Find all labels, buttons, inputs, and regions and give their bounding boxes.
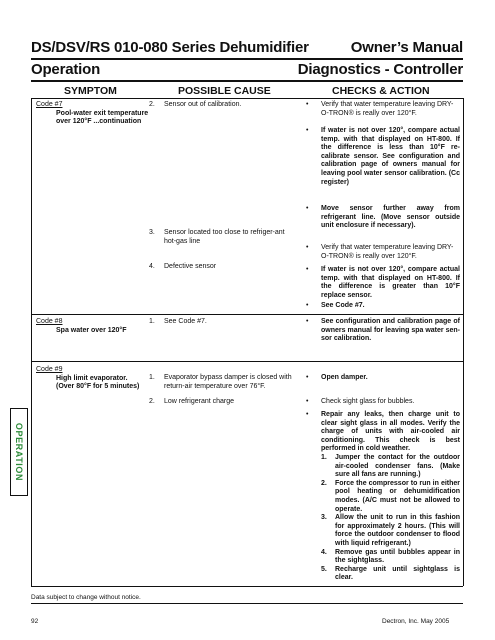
code9-symptom-line1: High limit evaporator.	[56, 374, 128, 382]
code7-symptom-line1: Pool-water exit temperature	[56, 109, 149, 117]
code9-action-2: • Check sight glass for bubbles.	[306, 398, 415, 405]
code9-symptom	[36, 366, 139, 392]
document-title: DS/DSV/RS 010-080 Series Dehumidifier	[31, 39, 309, 56]
code9-action-3: • Repair any leaks, then charge unit to clear sight glass in all modes. Verify the charge of units with air-cooled air conditioning. This check is best performed in cold weather. 1. Jumper the contact for the outdoor air-cooled condenser fans. (Make sure all fans are running.) 2. Force the compressor to run in either pool heating or dehumidification modes. (A/C must not be allowed to operate. 3. Allow the unit to run in this fashion for approximately 2 hours. (This will force the outdoor condenser to flood with liquid refrigerant.) 4. Remove gas until bubbles appear in the sightglass. 5. Recharge unit until sightglass is clear.	[306, 411, 460, 582]
publisher-date: Dectron, Inc. May 2005	[382, 618, 450, 625]
table-left-border	[31, 98, 32, 586]
code9-cause-2: 2. Low refrigerant charge	[149, 398, 235, 405]
table-bottom-line	[31, 586, 463, 587]
divider-code7-code8	[31, 314, 463, 315]
code9-cause-1: 1. Evaporator bypass damper is closed with return-air temperature over 76°F.	[149, 374, 292, 390]
code7-cause-4: 4. Defective sensor	[149, 263, 217, 270]
code7-action-6: • See Code #7.	[306, 302, 365, 309]
manual-type: Owner’s Manual	[350, 39, 463, 56]
code7-action-1: • Verify that water temperature leaving DRY-O-TRON® is really over 120°F.	[306, 101, 454, 117]
section-subtitle: Diagnostics - Controller	[297, 61, 463, 78]
code7-cause-2: 2. Sensor out of calibration.	[149, 101, 242, 108]
code8-symptom-line1: Spa water over 120°F	[56, 326, 127, 334]
code8-label: Code #8	[36, 318, 63, 325]
divider-code8-code9	[31, 361, 463, 362]
section-title: Operation	[31, 61, 101, 78]
code9-action-1: • Open damper.	[306, 374, 368, 381]
code9-step-1: 1. Jumper the contact for the outdoor air-cooled condenser fans. (Make sure all fans are running.)	[321, 453, 460, 479]
column-header-checks: CHECKS & ACTION	[332, 85, 430, 97]
code7-action-5: • If water is not over 120°, compare actual temp. with that displayed on HT-800. If the difference is greater than 10°F replace sensor.	[306, 266, 460, 299]
code7-action-4: • Verify that water temperature leaving DRY-O-TRON® is really over 120°F.	[306, 244, 454, 260]
code8-cause-1: 1. See Code #7.	[149, 318, 207, 325]
code9-step-3: 3. Allow the unit to run in this fashion for approximately 2 hours. (This will force the outdoor condenser to flood with liquid refrigerant.)	[321, 514, 460, 547]
code9-step-4: 4. Remove gas until bubbles appear in the sightglass.	[321, 548, 460, 565]
table-top-line	[31, 98, 463, 99]
code9-step-5: 5. Recharge unit until sightglass is clear.	[321, 565, 460, 582]
code7-cause-3: 3. Sensor located too close to refriger-ant hot-gas line	[149, 229, 285, 245]
header-row-1	[31, 39, 463, 56]
footer-rule	[31, 603, 463, 604]
header-rule-2	[31, 80, 463, 82]
code9-step-2: 2. Force the compressor to run in either pool heating or dehumidification modes. (A/C must not be allowed to operate.	[321, 479, 460, 513]
code8-symptom	[36, 318, 127, 335]
code8-action-1: • See configuration and calibration page of owners manual for leaving spa water sen-sor calibration.	[306, 318, 460, 343]
column-header-symptom: SYMPTOM	[64, 85, 117, 97]
header-rule-1	[31, 58, 463, 60]
column-header-cause: POSSIBLE CAUSE	[178, 85, 271, 97]
code9-label: Code #9	[36, 366, 63, 373]
code7-action-2: • If water is not over 120°, compare actual temp. with that displayed on HT-800. If the difference is less than 10°F re-calibrate sensor. See configuration and calibration page of owners manual for leaving pool water sensor calibration. (Cc register)	[306, 127, 460, 186]
table-right-border	[463, 98, 464, 586]
code9-symptom-line2: (Over 80°F for 5 minutes)	[56, 383, 140, 391]
footer-disclaimer: Data subject to change without notice.	[31, 594, 141, 601]
code7-label: Code #7	[36, 101, 63, 108]
side-tab-label: OPERATION	[14, 422, 24, 482]
code7-symptom	[36, 101, 148, 127]
header-row-2	[31, 61, 463, 78]
page-number: 92	[31, 618, 39, 625]
operation-side-tab	[10, 408, 28, 496]
code7-action-3: • Move sensor further away from refrigerant line. (Move sensor outside unit enclosure if necessary).	[306, 205, 460, 230]
code7-symptom-line2: over 120°F ...continuation	[56, 118, 142, 126]
